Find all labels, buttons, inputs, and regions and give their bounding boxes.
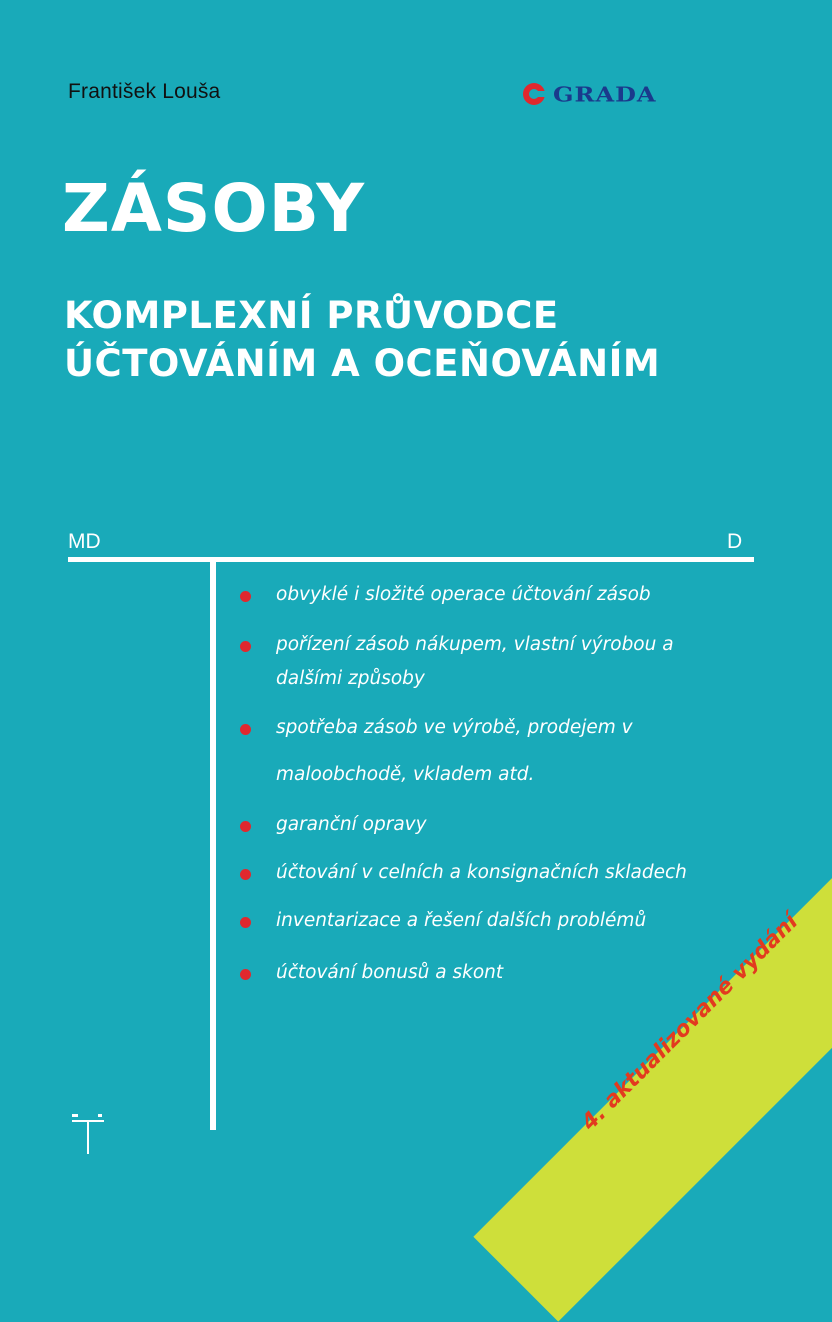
bullet-icon — [240, 869, 251, 880]
list-item-text: inventarizace a řešení dalších problémů — [276, 910, 647, 931]
t-account-bar — [68, 557, 754, 562]
account-label-d: D — [727, 530, 743, 553]
list-item-text: obvyklé i složité operace účtování zásob — [276, 584, 651, 605]
list-item-text: spotřeba zásob ve výrobě, prodejem v — [276, 717, 633, 738]
list-item-text: garanční opravy — [276, 814, 427, 835]
list-item-text: maloobchodě, vkladem atd. — [276, 764, 535, 785]
list-item-text: dalšími způsoby — [276, 668, 425, 689]
publisher-mark-icon — [523, 83, 545, 105]
book-subtitle — [64, 292, 660, 388]
bullet-icon — [240, 969, 251, 980]
list-item-text: účtování bonusů a skont — [276, 962, 504, 983]
subtitle-line: KOMPLEXNÍ PRŮVODCE — [64, 294, 559, 337]
author-name: František Louša — [68, 80, 221, 103]
book-title: ZÁSOBY — [62, 170, 366, 247]
bullet-icon — [240, 641, 251, 652]
bullet-icon — [240, 591, 251, 602]
bullet-icon — [240, 917, 251, 928]
edition-label: 4. aktualizované vydání — [576, 909, 804, 1136]
subtitle-line: ÚČTOVÁNÍM A OCEŇOVÁNÍM — [64, 342, 661, 385]
t-account-stem — [210, 557, 216, 1130]
bullet-icon — [240, 724, 251, 735]
bullet-icon — [240, 821, 251, 832]
account-label-md: MD — [68, 530, 101, 553]
publisher-name: GRADA — [553, 81, 657, 107]
list-item-text: pořízení zásob nákupem, vlastní výrobou a — [276, 634, 674, 655]
list-item-text: účtování v celních a konsignačních skladech — [276, 862, 687, 883]
t-account-small-icon — [68, 1112, 108, 1158]
publisher-logo — [523, 78, 753, 110]
